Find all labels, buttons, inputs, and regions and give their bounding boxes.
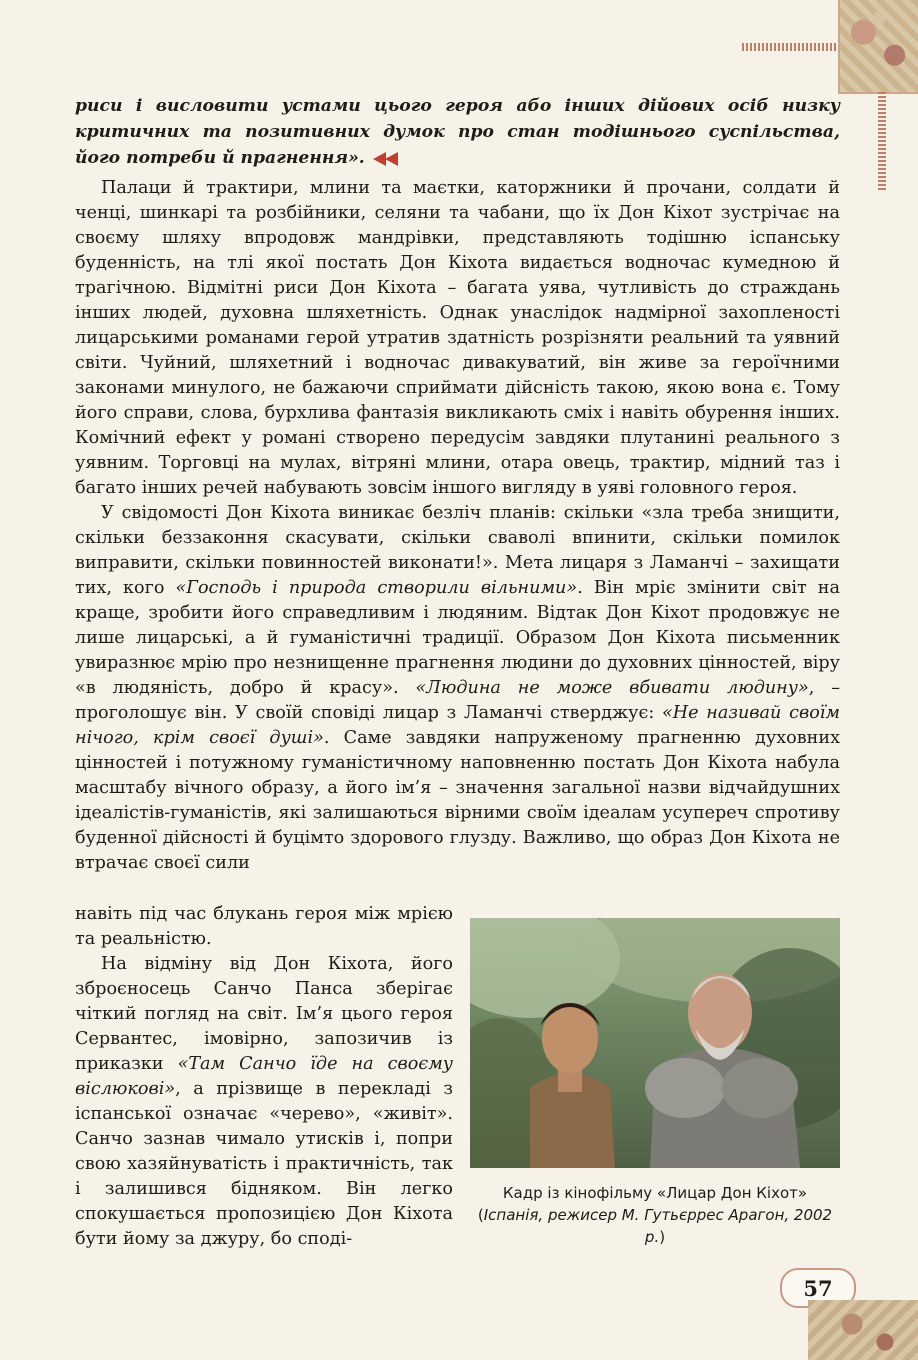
film-still-image <box>470 918 840 1168</box>
p2-quote-2: «Людина не може вбивати людину» <box>415 678 809 698</box>
p2-quote-3: «Не називай своїм нічого, крім своєї душі» <box>75 703 840 748</box>
p2-quote-1: «Господь і природа створили вільними» <box>175 578 578 598</box>
paragraph-1: Палаци й трактири, млини та маєтки, каторжники й прочани, солдати й ченці, шинкарі та розбійники, селяни та чабани, що їх Дон Кіхот зустрічає на своєму шляху впродовж мандрівки, представляють тодішню іспанську буденність, на тлі якої постать Дон Кіхота видається водночас кумедною й трагічною. Відмітні риси Дон Кіхота – багата уява, чутливість до страждань інших людей, духовна шляхетність. Однак унаслідок надмірної захопленості лицарськими романами герой утратив здатність розрізняти реальний та уявний світи. Чуйний, шляхетний і водночас дивакуватий, він живе за героїчними законами минулого, не бажаючи сприймати дійсність такою, якою вона є. Тому його справи, слова, бурхлива фантазія викликають сміх і навіть обурення інших. Комічний ефект у романі створено передусім завдяки плутанині реального з уявним. Торговці на мулах, вітряні млини, отара овець, трактир, мідний таз і багато інших речей набувають зовсім іншого вигляду в уяві головного героя. <box>75 178 840 498</box>
film-still-illustration <box>470 918 840 1168</box>
ornament-bottom-right <box>808 1300 918 1360</box>
quote-end-arrow-icon <box>373 152 399 166</box>
p3-quote: «Там Санчо їде на своєму віслюкові» <box>75 1054 453 1099</box>
main-text <box>75 176 840 876</box>
page-number: 57 <box>780 1268 856 1308</box>
ornament-bar-horizontal <box>742 43 838 51</box>
image-caption <box>470 1182 840 1248</box>
p2-text-c: , – проголошує він. У своїй сповіді лицар з Ламанчі стверджує: <box>75 678 841 723</box>
paragraph-2-tail: навіть під час блукань героя між мрією та реальністю. <box>75 904 453 949</box>
caption-text-a: Кадр із кінофільму «Лицар Дон Кіхот» ( <box>477 1184 808 1224</box>
p2-text-d: . Саме завдяки напруженому прагненню духовних цінностей і потужному гуманістичному наповненню постать Дон Кіхота набула масштабу вічного образу, а його ім’я – значення загальної назви відчайдушних ідеалістів-гуманістів, які залишаються вірними своїм ідеалам усупереч спротиву буденної дійсності й буцімто здорового глузду. Важливо, що образ Дон Кіхота не втрачає своєї сили <box>75 728 841 873</box>
p2-text-b: . Він мріє змінити світ на краще, зробити його справедливим і людяним. Відтак Дон Кіхот продовжує не лише лицарські, а й гуманістичні традиції. Образом Дон Кіхота письменник увиразнює мрію про незнищенне прагнення людини до духовних цінностей, віру «в людяність, добро й красу». <box>75 578 840 698</box>
p3-text-b: , а прізвище в перекладі з іспанської означає «черево», «живіт». Санчо зазнав чимало утисків і, попри свою хазяйнуватість і практичність, так і залишився бідняком. Він легко спокушається пропозицією Дон Кіхота бути йому за джуру, бо сподi- <box>75 1079 453 1249</box>
caption-italic: Іспанія, режисер М. Гутьєррес Арагон, 2002 р. <box>483 1206 833 1246</box>
paragraph-2 <box>75 501 840 876</box>
ornament-bar-vertical <box>878 92 886 190</box>
intro-quote <box>75 93 840 171</box>
wrapped-text <box>75 902 453 1252</box>
p3-text-a: На відміну від Дон Кіхота, його зброєносець Санчо Панса зберігає чіткий погляд на світ. Ім’я цього героя Сервантес, імовірно, запозичив із приказки <box>75 954 453 1074</box>
paragraph-3 <box>75 952 453 1252</box>
p2-text-a: У свідомості Дон Кіхота виникає безліч планів: скільки «зла треба знищити, скільки беззаконня скасувати, скільки сваволі впинити, скільки помилок виправити, скільки повинностей виконати!». Мета лицаря з Ламанчі – захищати тих, кого <box>75 503 840 598</box>
ornament-top-right <box>838 0 918 94</box>
intro-text: риси і висловити устами цього героя або інших дійових осіб низку критичних та позитивних думок про стан тодішнього суспільства, його потреби й прагнення». <box>75 96 840 168</box>
caption-text-b: ) <box>659 1228 666 1246</box>
